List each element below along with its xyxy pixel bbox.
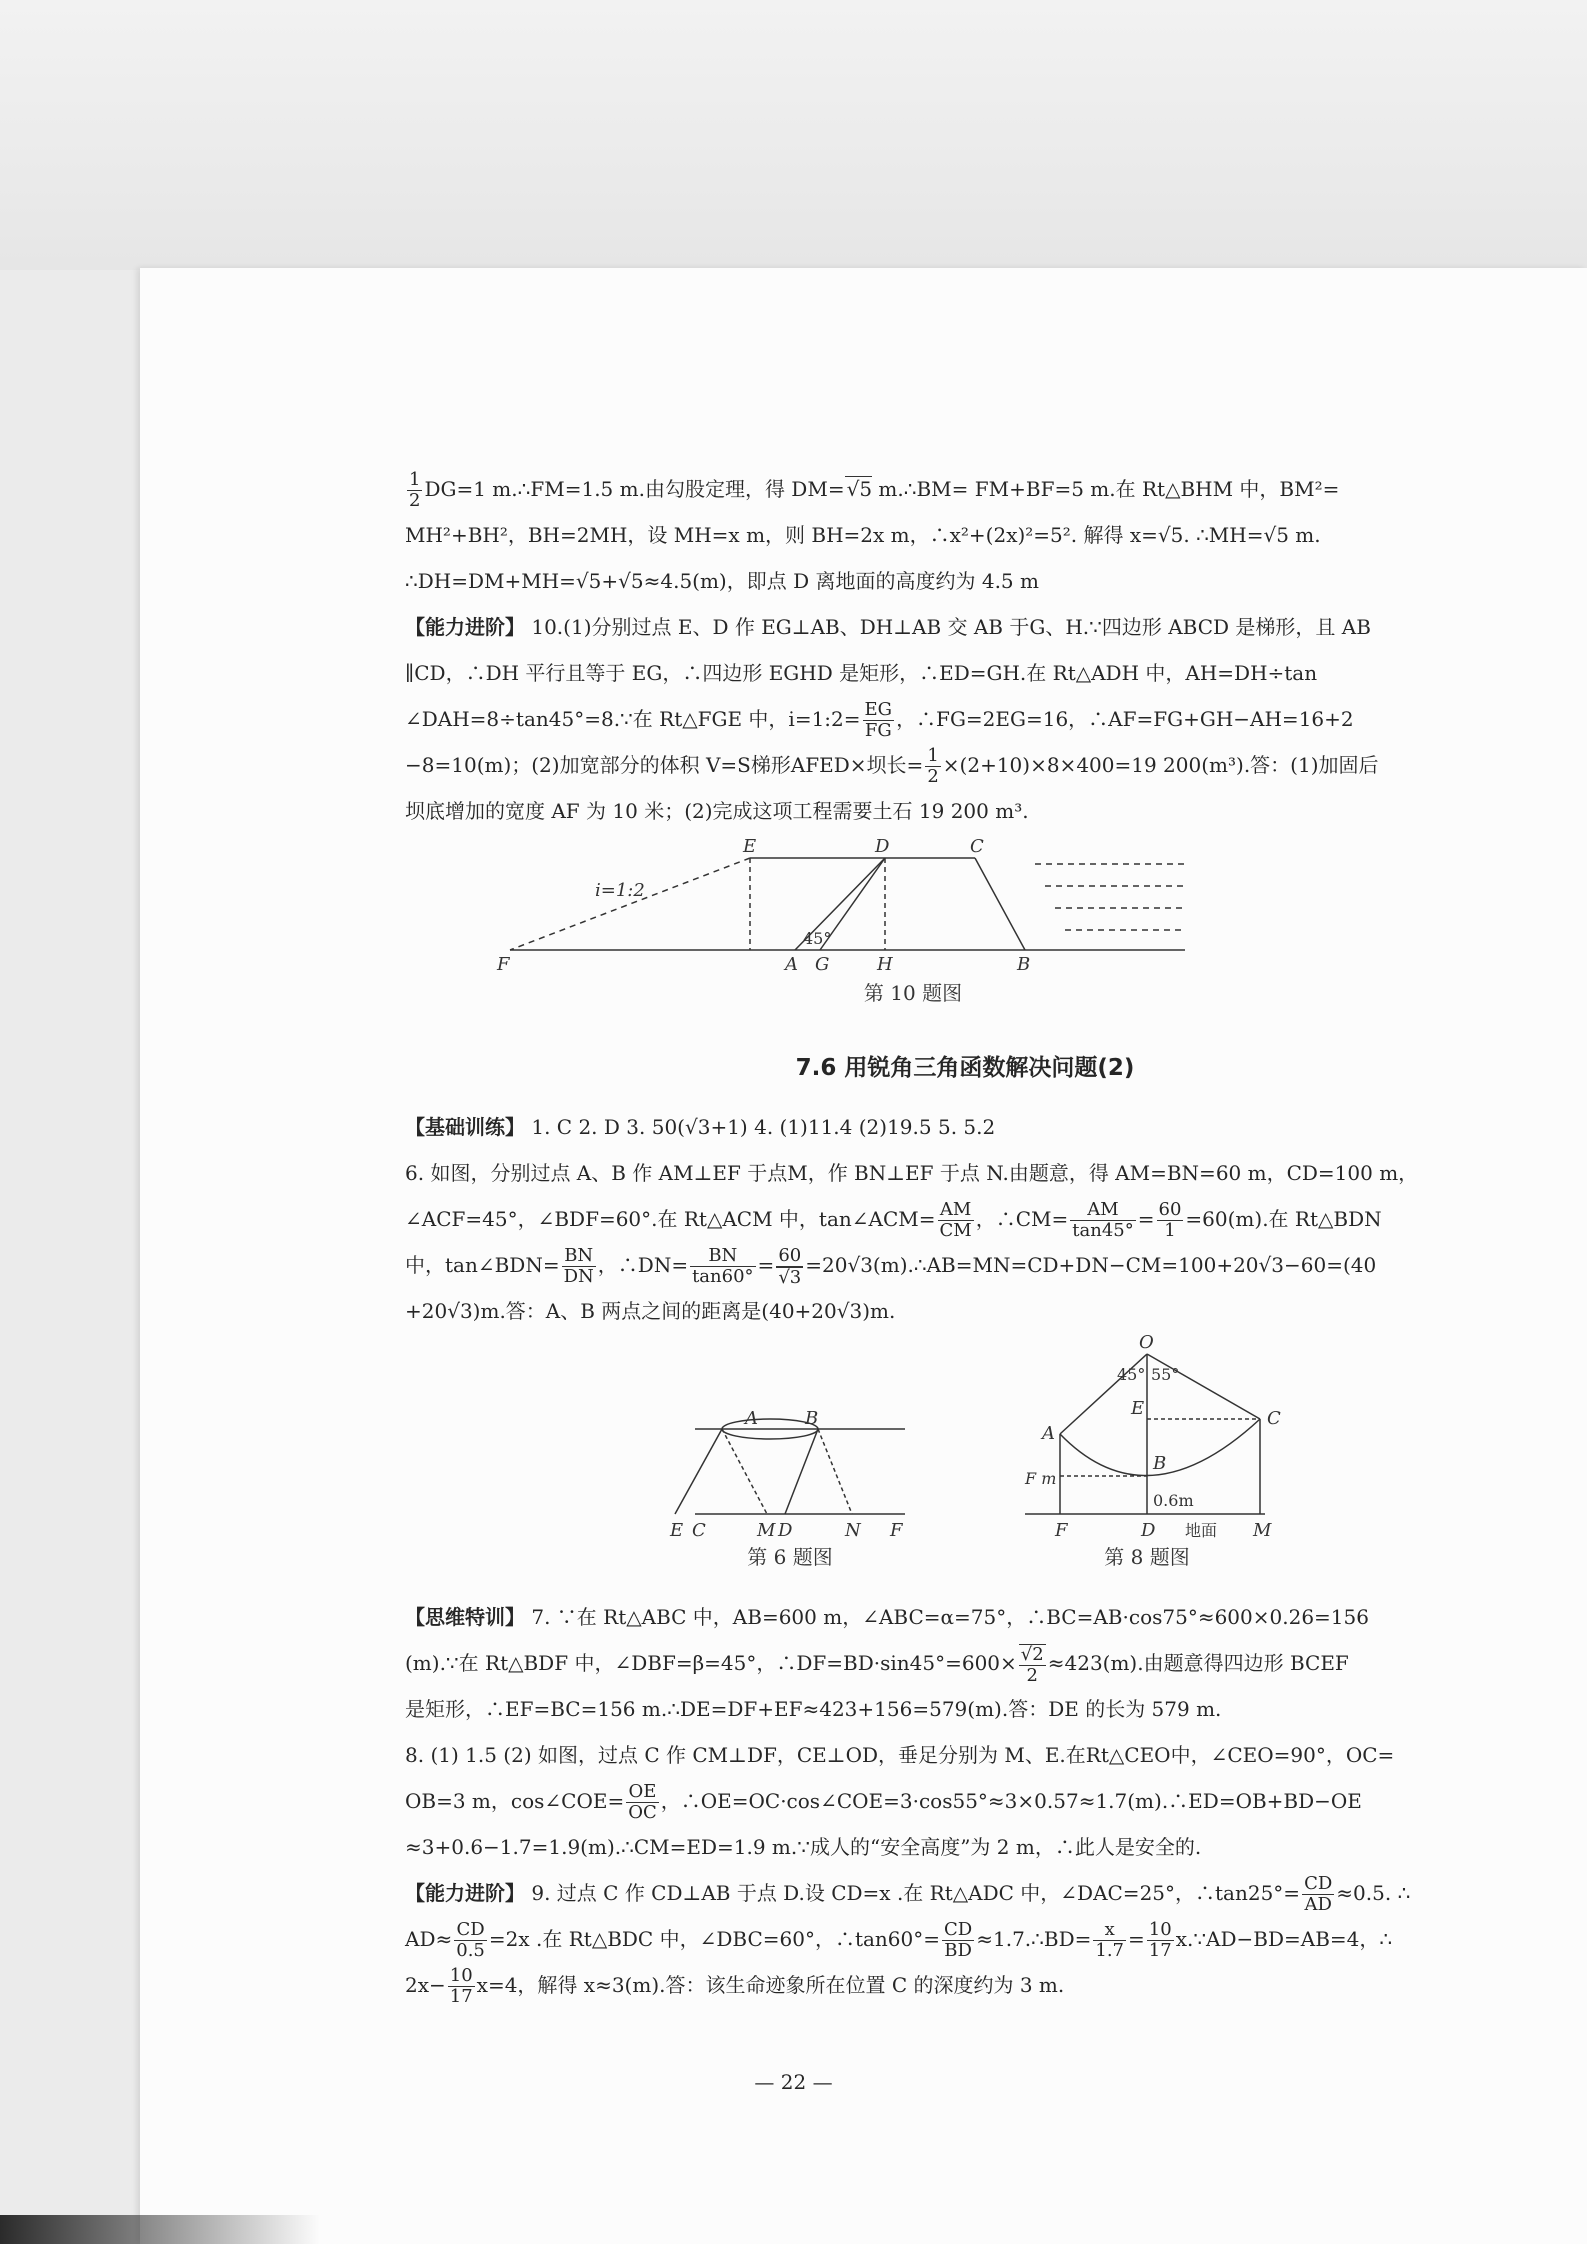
figure-6-caption: 第 6 题图 <box>747 1545 833 1569</box>
fig6-label-D: D <box>778 1520 793 1541</box>
section-title: 7.6 用锐角三角函数解决问题(2) <box>795 1055 1135 1081</box>
q7-line-1: 【思维特训】 7. ∵在 Rt△ABC 中，AB=600 m，∠ABC=α=75°，∴BC=AB·cos75°≈600×0.26=156 <box>405 1605 1369 1629</box>
q8-line-3: ≈3+0.6−1.7=1.9(m).∴CM=ED=1.9 m.∵成人的“安全高度”为 2 m，∴此人是安全的. <box>405 1835 1202 1859</box>
q6-line-1: 6. 如图，分别过点 A、B 作 AM⊥EF 于点M，作 BN⊥EF 于点 N.由题意，得 AM=BN=60 m，CD=100 m， <box>405 1161 1419 1185</box>
figures-6-and-8 <box>405 1334 1525 1594</box>
fig8-label-A: A <box>1042 1423 1055 1444</box>
label-C: C <box>970 836 984 857</box>
para-top-line-2: MH²+BH²，BH=2MH，设 MH=x m，则 BH=2x m，∴x²+(2x)²=5². 解得 x=√5. ∴MH=√5 m. <box>405 523 1321 547</box>
section-tag: 【能力进阶】 <box>405 1881 525 1905</box>
fig8-label-E: E <box>1131 1398 1145 1419</box>
fig8-label-M: M <box>1253 1520 1272 1541</box>
fig8-label-F: F <box>1055 1520 1068 1541</box>
fig6-label-C: C <box>692 1520 706 1541</box>
q6-line-2: ∠ACF=45°，∠BDF=60°.在 Rt△ACM 中，tan∠ACM= $\frac{AM}{CM}$ ，∴CM= $\frac{AM}{\tan 45^\circ}$ = $\frac{60}{1}$ =60(m).在 Rt△BDN <box>405 1199 1382 1241</box>
q10-line-4: −8=10(m)；(2)加宽部分的体积 V=S梯形AFED×坝长= $\frac{1}{2}$ ×(2+10)×8×400=19 200(m³).答：(1)加固后 <box>405 745 1379 787</box>
figure-10-drawing <box>405 834 1525 1034</box>
figures-6-8-drawing <box>405 1334 1525 1594</box>
label-F: F <box>497 954 510 975</box>
basic-training: 【基础训练】 1. C 2. D 3. 50(√3+1) 4. (1)11.4 (2)19.5 5. 5.2 <box>405 1115 996 1139</box>
q10-line-5: 坝底增加的宽度 AF 为 10 米；(2)完成这项工程需要土石 19 200 m³. <box>405 799 1029 823</box>
section-tag: 【思维特训】 <box>405 1605 525 1629</box>
figure-10-caption: 第 10 题图 <box>863 981 963 1005</box>
scan-edge-shadow <box>0 2215 320 2244</box>
q6-line-3: 中，tan∠BDN= $\frac{BN}{DN}$ ，∴DN= $\frac{BN}{\tan 60^\circ}$ = 60 √ 3 =20√3(m).∴AB=MN=CD+DN−CM=100+20√3−60=(40 <box>405 1242 1525 1288</box>
q8-line-2: OB=3 m，cos∠COE= $\frac{OE}{OC}$ ，∴OE=OC·cos∠COE=3·cos55°≈3×0.57≈1.7(m).∴ED=OB+BD−OE <box>405 1781 1362 1823</box>
q10-line-1: 【能力进阶】 10.(1)分别过点 E、D 作 EG⊥AB、DH⊥AB 交 AB 于G、H.∵四边形 ABCD 是梯形，且 AB <box>405 615 1371 639</box>
fig8-label-ground: 地面 <box>1185 1521 1218 1540</box>
label-E: E <box>743 836 757 857</box>
q7-line-2: (m).∵在 Rt△BDF 中，∠DBF=β=45°，∴DF=BD·sin45°=600× √ $\frac{2}{2}$ ≈423(m).由题意得四边形 BCEF <box>405 1640 1525 1686</box>
para-top-line-3: ∴DH=DM+MH=√5+√5≈4.5(m)，即点 D 离地面的高度约为 4.5 m <box>405 569 1039 593</box>
page-number: — 22 — <box>754 2070 833 2094</box>
q9-line-3: 2x− $\frac{10}{17}$ x=4，解得 x≈3(m).答：该生命迹象所在位置 C 的深度约为 3 m. <box>405 1965 1065 2007</box>
figure-10 <box>405 834 1525 1034</box>
fig8-label-Fm: F m <box>1025 1469 1057 1488</box>
fig6-label-B: B <box>805 1408 819 1429</box>
fig8-label-C: C <box>1267 1408 1281 1429</box>
section-tag: 【基础训练】 <box>405 1115 525 1139</box>
fraction: $\frac{1}{2}$ <box>409 469 421 511</box>
q10-line-2: ∥CD，∴DH 平行且等于 EG，∴四边形 EGHD 是矩形，∴ED=GH.在 Rt△ADH 中，AH=DH÷tan <box>405 661 1318 685</box>
page-content <box>405 466 1525 2008</box>
figure-8-caption: 第 8 题图 <box>1104 1545 1190 1569</box>
fig8-label-B: B <box>1153 1453 1167 1474</box>
fig6-label-M: M <box>757 1520 776 1541</box>
q7-line-3: 是矩形，∴EF=BC=156 m.∴DE=DF+EF≈423+156=579(m).答：DE 的长为 579 m. <box>405 1697 1222 1721</box>
label-H: H <box>877 954 893 975</box>
fig8-label-d: 0.6m <box>1153 1491 1194 1510</box>
q6-line-4: +20√3)m.答：A、B 两点之间的距离是(40+20√3)m. <box>405 1299 896 1323</box>
label-angle: 45° <box>803 929 832 948</box>
scanner-background <box>0 0 1587 270</box>
q9-line-1: 【能力进阶】 9. 过点 C 作 CD⊥AB 于点 D.设 CD=x .在 Rt△ADC 中，∠DAC=25°，∴tan25°= $\frac{CD}{AD}$ ≈0.5. ∴ <box>405 1873 1411 1915</box>
fig8-angle-2: 55° <box>1151 1365 1180 1384</box>
fig6-label-A: A <box>745 1408 758 1429</box>
section-tag: 【能力进阶】 <box>405 615 525 639</box>
label-A: A <box>785 954 798 975</box>
label-B: B <box>1017 954 1031 975</box>
para-top-line-1: $\frac{1}{2}$ DG=1 m.∴FM=1.5 m.由勾股定理，得 DM=√ 5 m.∴BM= FM+BF=5 m.在 Rt△BHM 中，BM²= <box>405 466 1525 512</box>
q8-line-1: 8. (1) 1.5 (2) 如图，过点 C 作 CM⊥DF，CE⊥OD，垂足分别为 M、E.在Rt△CEO中，∠CEO=90°，OC= <box>405 1743 1395 1767</box>
label-slope: i=1:2 <box>595 880 645 901</box>
fig6-label-E: E <box>670 1520 684 1541</box>
fig8-label-O: O <box>1139 1334 1154 1353</box>
fig6-label-F: F <box>890 1520 903 1541</box>
fig6-label-N: N <box>845 1520 861 1541</box>
label-D: D <box>875 836 890 857</box>
label-G: G <box>815 954 830 975</box>
q9-line-2: AD≈ $\frac{CD}{0.5}$ =2x .在 Rt△BDC 中，∠DBC=60°，∴tan60°= $\frac{CD}{BD}$ ≈1.7.∴BD= $\frac{x}{1.7}$ = $\frac{10}{17}$ x.∵AD−BD=AB=4，∴ <box>405 1919 1393 1961</box>
fig8-angle-1: 45° <box>1117 1365 1146 1384</box>
fig8-label-D: D <box>1141 1520 1156 1541</box>
q10-line-3: ∠DAH=8÷tan45°=8.∵在 Rt△FGE 中，i=1:2= $\frac{EG}{FG}$ ，∴FG=2EG=16，∴AF=FG+GH−AH=16+2 <box>405 699 1354 741</box>
